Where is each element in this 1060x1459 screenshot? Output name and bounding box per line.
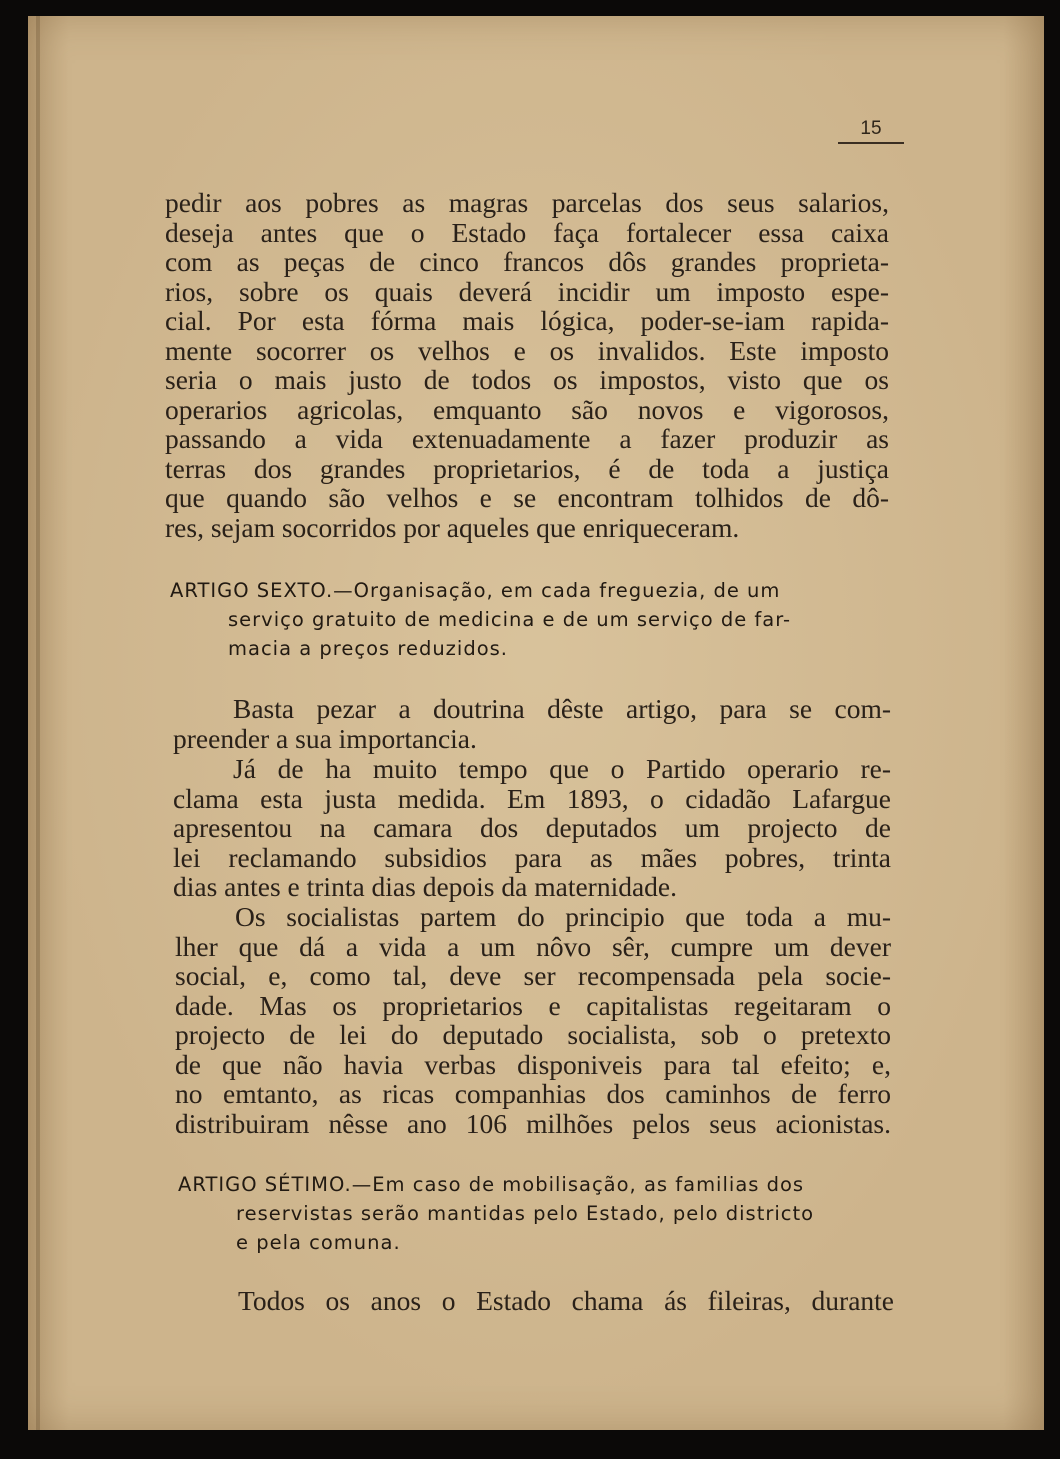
text-line: deseja antes que o Estado faça fortalecer essa caixa	[165, 216, 889, 248]
text-line: lher que dá a vida a um nôvo sêr, cumpre um dever	[175, 930, 891, 962]
text-line: Os socialistas partem do principio que toda a mu-	[235, 901, 891, 932]
paragraph	[178, 1286, 894, 1316]
text-line: clama esta justa medida. Em 1893, o cidadão Lafargue	[173, 782, 891, 814]
text-line: lei reclamando subsidios para as mães pobres, trinta	[173, 841, 891, 873]
text-line: seria o mais justo de todos os impostos, visto que os	[165, 364, 889, 395]
text-line: distribuiram nêsse ano 106 milhões pelos seus acionistas.	[175, 1107, 891, 1139]
text-line: com as peças de cinco francos dôs grandes proprieta-	[165, 246, 889, 277]
text-line: de que não havia verbas disponiveis para tal efeito; e,	[175, 1048, 891, 1080]
paragraph-continuation	[165, 188, 889, 542]
text-line: no emtanto, as ricas companhias dos caminhos de ferro	[175, 1078, 891, 1109]
text-line: rios, sobre os quais deverá incidir um imposto espe-	[165, 275, 889, 307]
text-line: projecto de lei do deputado socialista, sob o pretexto	[175, 1019, 891, 1050]
document-page	[28, 16, 1044, 1430]
article-line: serviço gratuito de medicina e de um serviço de far-	[228, 608, 792, 631]
article-sixth	[170, 576, 890, 663]
article-seventh	[178, 1170, 898, 1257]
text-line: pedir aos pobres as magras parcelas dos seus salarios,	[165, 187, 889, 218]
article-line: ARTIGO SEXTO.—Organisação, em cada freguezia, de um	[170, 579, 781, 602]
page-number: 15	[838, 116, 904, 144]
text-line: social, e, como tal, deve ser recompensada pela socie-	[175, 960, 891, 991]
text-line: cial. Por esta fórma mais lógica, poder-se-iam rapida-	[165, 305, 889, 336]
paragraph	[175, 902, 891, 1138]
text-line: que quando são velhos e se encontram tolhidos de dô-	[165, 482, 889, 513]
text-line: operarios agricolas, emquanto são novos e vigorosos,	[165, 393, 889, 425]
page-spine-shadow	[36, 16, 40, 1430]
article-line: ARTIGO SÉTIMO.—Em caso de mobilisação, as familias dos	[178, 1173, 805, 1196]
text-line: res, sejam socorridos por aqueles que enriqueceram.	[165, 511, 740, 543]
article-line: e pela comuna.	[236, 1231, 401, 1254]
text-line: mente socorrer os velhos e os invalidos. Este imposto	[165, 334, 889, 366]
text-line: dias antes e trinta dias depois da maternidade.	[173, 871, 677, 902]
text-line: passando a vida extenuadamente a fazer produzir as	[165, 423, 889, 454]
article-line: reservistas serão mantidas pelo Estado, pelo districto	[236, 1202, 815, 1225]
text-line: terras dos grandes proprietarios, é de toda a justiça	[165, 452, 889, 484]
text-line: preender a sua importancia.	[173, 722, 477, 754]
text-line: Já de ha muito tempo que o Partido operario re-	[233, 753, 891, 784]
paragraph	[173, 694, 891, 753]
article-line: macia a preços reduzidos.	[228, 637, 508, 660]
text-line: Basta pezar a doutrina dêste artigo, para se com-	[233, 693, 891, 724]
text-line: apresentou na camara dos deputados um projecto de	[173, 812, 891, 843]
text-line: dade. Mas os proprietarios e capitalistas regeitaram o	[175, 989, 891, 1021]
text-line: Todos os anos o Estado chama ás fileiras, durante	[238, 1285, 894, 1316]
paragraph	[173, 754, 891, 902]
